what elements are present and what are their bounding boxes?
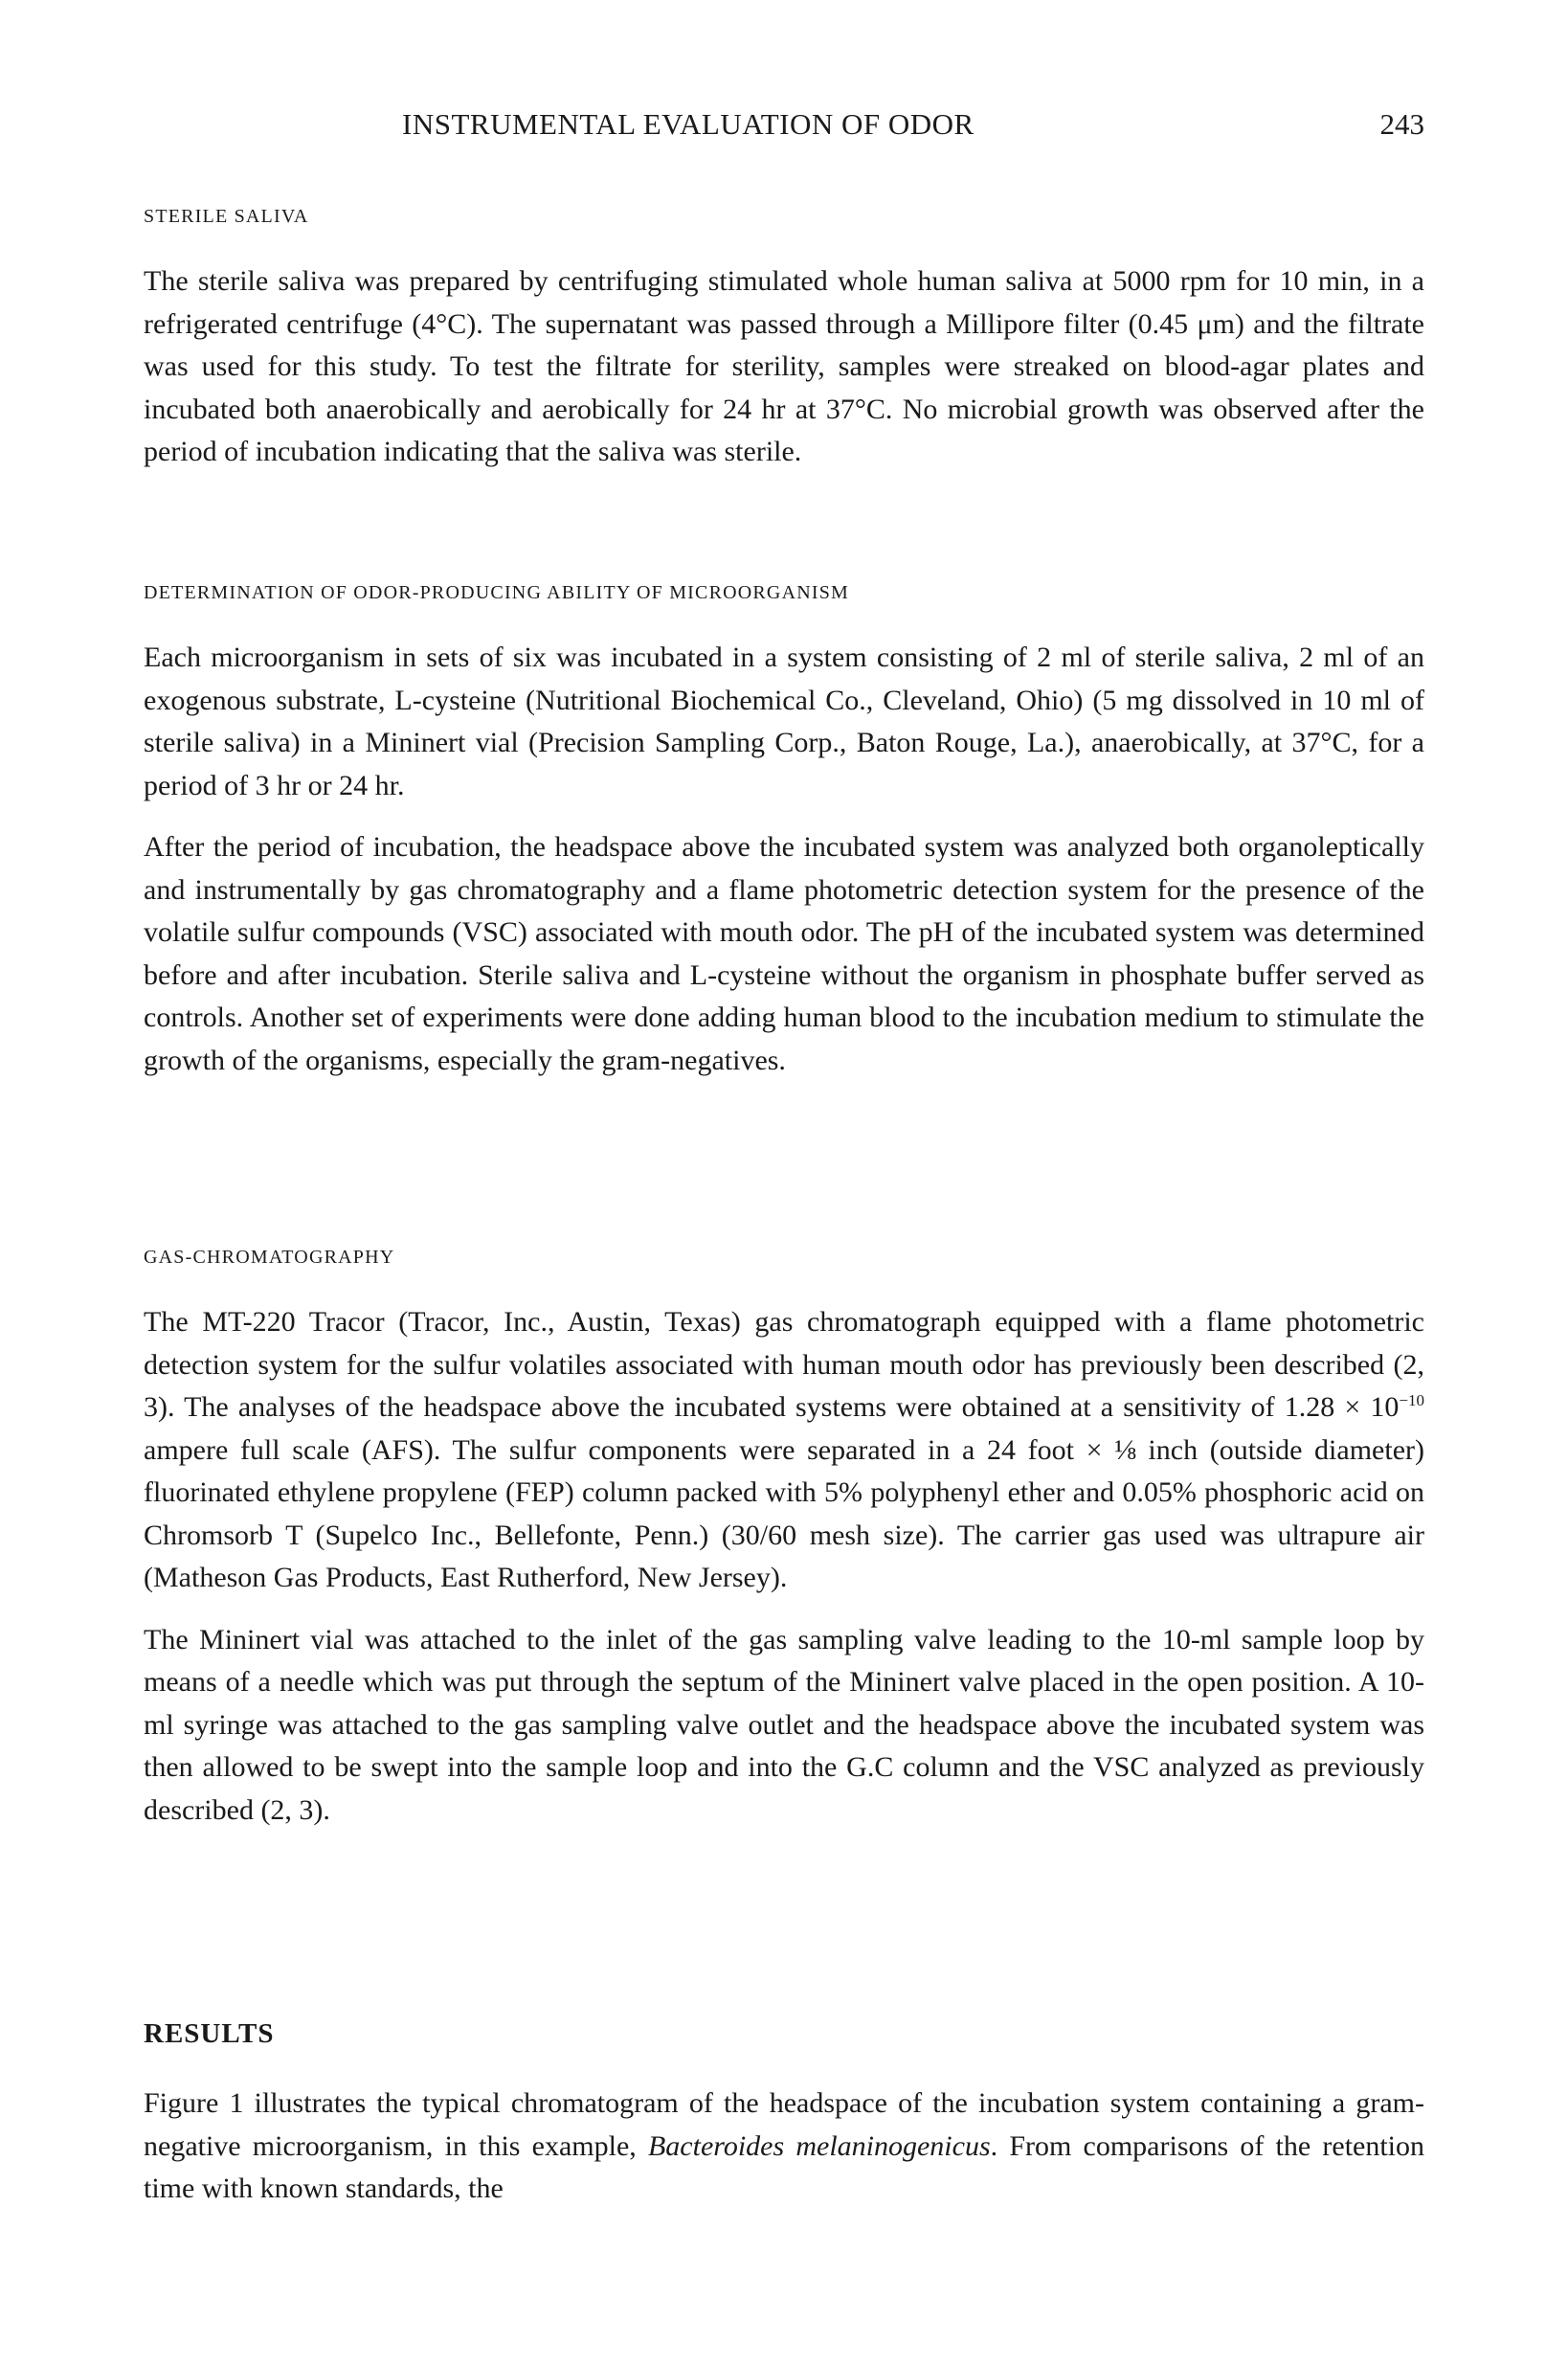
page-number: 243 — [1379, 107, 1424, 141]
running-title: INSTRUMENTAL EVALUATION OF ODOR — [402, 107, 974, 141]
section-heading: RESULTS — [144, 2018, 275, 2049]
section-heading: STERILE SALIVA — [144, 206, 309, 227]
text: Figure 1 illustrates the typical chromatogram of the headspace of the incubation system containing a gram-negative microorganism, in this example, — [144, 2087, 1424, 2162]
paragraph — [144, 1301, 1424, 1600]
species-name: Bacteroides melaninogenicus — [647, 2129, 991, 2162]
paragraph: After the period of incubation, the headspace above the incubated system was analyzed both organoleptically and instrumentally by gas chromatography and a flame photometric detection system for the presence of the volatile sulfur compounds (VSC) associated with mouth odor. The pH of the incubated system was determined before and after incubation. Sterile saliva and L-cysteine without the organism in phosphate buffer served as controls. Another set of experiments were done adding human blood to the incubation medium to stimulate the growth of the organisms, especially the gram-negatives. — [144, 831, 1424, 1076]
section-sterile-saliva — [144, 206, 1424, 493]
text: The MT-220 Tracor (Tracor, Inc., Austin, Texas) gas chromatograph equipped with a flame photometric detection system for the sulfur volatiles associated with human mouth odor has previously been described (2, 3). The analyses of the headspace above the incubated systems were obtained at a sensitivity of 1.28 × 10 — [144, 1306, 1424, 1423]
section-determination — [144, 582, 1424, 1101]
paragraph: The Mininert vial was attached to the inlet of the gas sampling valve leading to the 10-ml sample loop by means of a needle which was put through the septum of the Mininert valve placed in the open position. A 10-ml syringe was attached to the gas sampling valve outlet and the headspace above the incubated system was then allowed to be swept into the sample loop and into the G.C column and the VSC analyzed as previously described (2, 3). — [144, 1623, 1424, 1826]
section-results — [144, 2018, 1424, 2230]
paragraph: Each microorganism in sets of six was incubated in a system consisting of 2 ml of sterile saliva, 2 ml of an exogenous substrate, L-cysteine (Nutritional Biochemical Co., Cleveland, Ohio) (5 mg dissolved in 10 ml of sterile saliva) in a Mininert vial (Precision Sampling Corp., Baton Rouge, La.), anaerobically, at 37°C, for a period of 3 hr or 24 hr. — [144, 642, 1424, 801]
section-heading: DETERMINATION OF ODOR-PRODUCING ABILITY OF MICROORGANISM — [144, 582, 850, 603]
section-heading: GAS-CHROMATOGRAPHY — [144, 1247, 395, 1268]
paragraph — [144, 2083, 1424, 2211]
text: ampere full scale (AFS). The sulfur components were separated in a 24 foot × ⅛ inch (outside diameter) fluorinated ethylene propylene (FEP) column packed with 5% polyphenyl ether and 0.05% phosphoric acid on Chromsorb T (Supelco Inc., Bellefonte, Penn.) (30/60 mesh size). The carrier gas used was ultrapure air (Matheson Gas Products, East Rutherford, New Jersey). — [144, 1433, 1424, 1593]
running-head — [144, 107, 1424, 146]
text: . From comparisons of the retention time with known standards, the — [144, 2129, 1425, 2204]
section-gas-chromatography — [144, 1247, 1424, 1851]
exponent: −10 — [1399, 1391, 1424, 1409]
paragraph: The sterile saliva was prepared by centrifuging stimulated whole human saliva at 5000 rpm for 10 min, in a refrigerated centrifuge (4°C). The supernatant was passed through a Millipore filter (0.45 μm) and the filtrate was used for this study. To test the filtrate for sterility, samples were streaked on blood-agar plates and incubated both anaerobically and aerobically for 24 hr at 37°C. No microbial growth was observed after the period of incubation indicating that the saliva was sterile. — [144, 265, 1424, 467]
